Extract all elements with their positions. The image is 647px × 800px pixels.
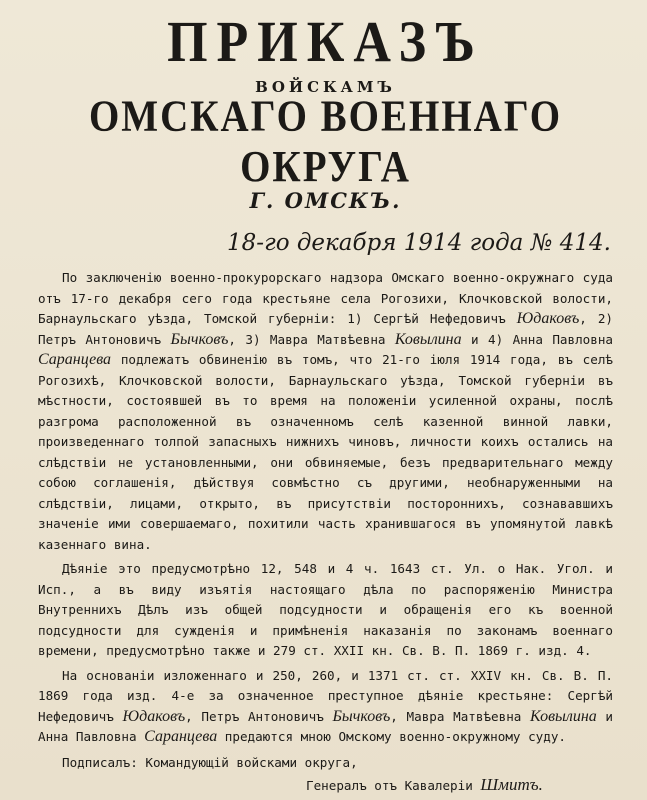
text-run: предаются мною Омскому военно-окружному суду.	[217, 729, 566, 744]
order-body	[38, 268, 613, 748]
text-run: , Мавра Матвѣевна	[390, 708, 531, 724]
text-run: , 3) Мавра Матвѣевна	[228, 331, 395, 347]
text-run: , Петръ Антоновичъ	[185, 708, 333, 724]
signature-line-2	[62, 774, 613, 797]
signature-rank: Генералъ отъ Кавалеріи	[306, 778, 481, 793]
text-run: и Анна Павловна	[38, 708, 614, 744]
text-run: На основаніи изложеннаго и 250, 260, и 1371 ст. ст. XXIV кн. Св. В. П. 1869 года изд. 4-е за означенное преступное дѣяніе крестьяне: Сергѣй Нефедовичъ	[38, 667, 613, 724]
document-title: ПРИКАЗЪ	[167, 10, 484, 75]
surname-bychkov: Бычковъ	[170, 330, 229, 348]
text-run: По заключенію военно-прокурорскаго надзора Омскаго военно-окружнаго суда отъ 17-го декабря сего года крестьяне села Рогозихи, Клочковской волости, Барнаульскаго уѣзда, Томской губерніи: 1) Сергѣй Нефедовичъ	[38, 270, 613, 326]
surname-yudakov: Юдаковъ	[122, 707, 186, 725]
paragraph-statutes: Дѣяніе это предусмотрѣно 12, 548 и 4 ч. 1643 ст. Ул. о Нак. Угол. и Исп., а въ виду изъятія настоящаго дѣла по распоряженію Министра Внутреннихъ Дѣлъ изъ общей подсудности и обращенія его къ военной подсудности для сужденія и примѣненія наказанія по законамъ военнаго времени, предусмотрѣно также и 279 ст. XXII кн. Св. В. П. 1869 г. изд. 4.	[38, 561, 613, 658]
paragraph-decision	[38, 666, 613, 748]
surname-yudakov: Юдаковъ	[516, 310, 580, 327]
city-heading: Г. ОМСКЪ.	[249, 188, 402, 213]
surname-kovylina: Ковылина	[394, 330, 462, 348]
signature-block	[62, 752, 613, 797]
surname-sarantseva: Саранцева	[144, 728, 218, 745]
military-district-heading: ОМСКАГО ВОЕННАГО ОКРУГА	[88, 91, 563, 192]
document-subtitle: ВОЙСКАМЪ	[255, 78, 396, 96]
signature-line-1: Подписалъ: Командующій войсками округа,	[62, 755, 358, 770]
text-run: и 4) Анна Павловна	[461, 331, 613, 347]
surname-kovylina: Ковылина	[530, 707, 597, 725]
surname-bychkov: Бычковъ	[332, 707, 391, 725]
signature-name: Шмитъ.	[480, 775, 543, 794]
text-run: , 2) Петръ Антоновичъ	[38, 311, 613, 347]
surname-sarantseva: Саранцева	[38, 351, 112, 368]
date-and-number: 18-го декабря 1914 года № 414.	[227, 230, 611, 256]
paragraph-charges	[38, 268, 613, 555]
text-run: подлежатъ обвиненію въ томъ, что 21-го іюля 1914 года, въ селѣ Рогозихѣ, Клочковской волости, Барнаульскаго уѣзда, Томской губерніи въ мѣстности, состоявшей въ то время на положеніи усиленной охраны, послѣ разгрома расположенной въ означенномъ селѣ казенной винной лавки, произведеннаго толпой запасныхъ нижнихъ чиновъ, личности коихъ остались на слѣдствіи не установленными, они обвиняемые, безъ предварительнаго между собою соглашенія, дѣйствуя совмѣстно съ другими, необнаруженными на слѣдствіи, лицами, открыто, въ присутствіи постороннихъ, сознававшихъ значеніе ими совершаемаго, похитили часть хранившагося въ упомянутой лавкѣ казеннаго вина.	[38, 352, 613, 552]
